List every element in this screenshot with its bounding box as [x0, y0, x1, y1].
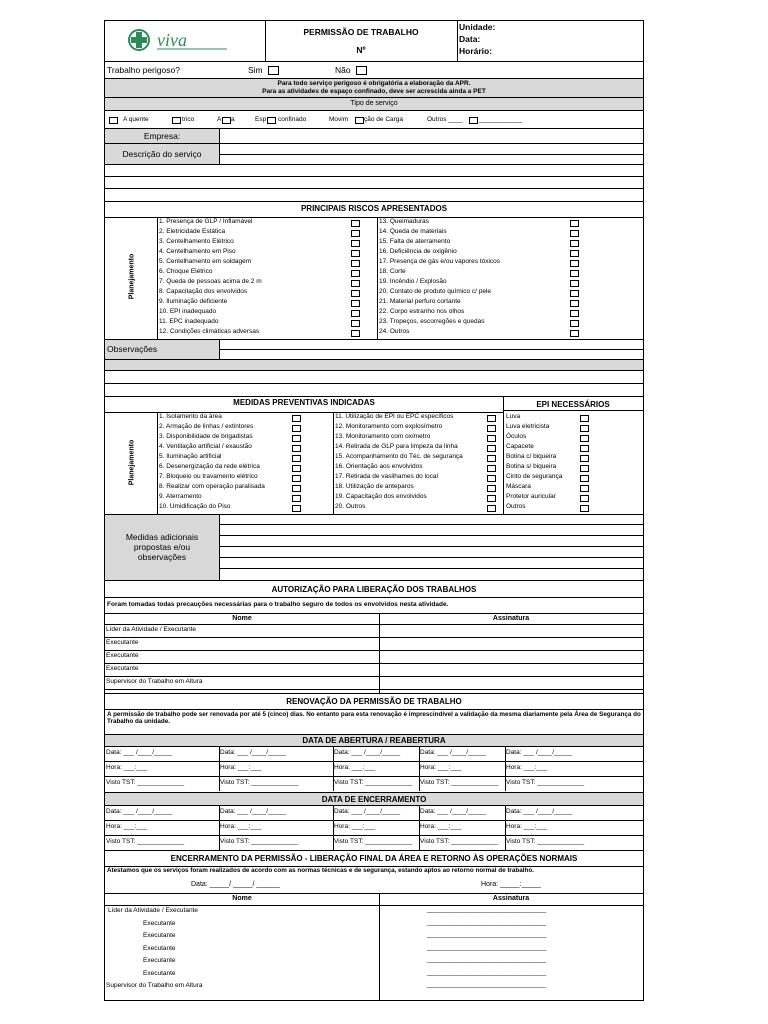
measure-item-label: 7. Bloqueio ou travamento elétrico [159, 473, 258, 480]
opening-date-field[interactable]: Data: ___ /____/_____ [220, 749, 287, 756]
observations-label: Observações [107, 344, 158, 354]
authorization-signature-field[interactable] [380, 664, 642, 675]
closing-visto-field[interactable]: Visto TST: _____________ [106, 838, 185, 845]
risk-item-label: 5. Centelhamento em soldagem [159, 258, 252, 265]
risk-item-checkbox[interactable] [570, 230, 579, 237]
final-row-label: Executante [143, 969, 176, 977]
epi-item-label: Cinto de segurança [506, 473, 563, 480]
final-signature-line[interactable]: _________________________________ [427, 906, 547, 913]
measure-item-checkbox[interactable] [292, 455, 301, 462]
opening-hour-field[interactable]: Hora: ___:___ [220, 764, 262, 771]
dangerous-yes-label: Sim [248, 65, 263, 75]
measure-item-label: 6. Desenergização da rede elétrica [159, 463, 260, 470]
risk-item-checkbox[interactable] [570, 320, 579, 327]
opening-hour-field[interactable]: Hora: ___:___ [334, 764, 376, 771]
risk-item-label: 7. Queda de pessoas acima de 2 m [159, 278, 262, 285]
measure-item-label: 16. Orientação aos envolvidos [335, 463, 423, 470]
risk-item-label: 9. Iluminação deficiente [159, 298, 228, 305]
risk-item-label: 12. Condições climáticas adversas [159, 328, 260, 335]
epi-item-checkbox[interactable] [580, 425, 589, 432]
service-height-checkbox[interactable] [222, 117, 231, 124]
measure-item-label: 14. Retirada de GLP para limpeza da linha [335, 443, 458, 450]
final-signature-line[interactable]: _________________________________ [427, 981, 547, 988]
form-number-label: Nº [356, 45, 366, 55]
time-label: Horário: [459, 46, 493, 56]
authorization-signature-field[interactable] [380, 677, 642, 688]
final-signature-line[interactable]: _________________________________ [427, 943, 547, 951]
measure-item-checkbox[interactable] [292, 415, 301, 422]
company-label: Empresa: [143, 131, 181, 141]
measure-item-checkbox[interactable] [292, 465, 301, 472]
epi-item-checkbox[interactable] [580, 475, 589, 482]
service-hot-checkbox[interactable] [109, 117, 118, 124]
final-signature-line[interactable]: _________________________________ [427, 956, 547, 963]
measures-title: MEDIDAS PREVENTIVAS INDICADAS [233, 398, 375, 407]
final-row-label: Executante [143, 957, 176, 964]
measure-item-label: 1. Isolamento da área [159, 413, 222, 420]
opening-date-field[interactable]: Data: ___ /____/_____ [420, 749, 487, 756]
renewal-text: A permissão de trabalho pode ser renovada por até 5 (cinco) dias. No entanto para esta renovação é imprescindível a validação da mesma diariamente pela Área de Segurança do Trabalho da unidade. [107, 711, 641, 725]
unit-label: Unidade: [459, 22, 496, 32]
closing-visto-field[interactable]: Visto TST: _____________ [220, 838, 299, 845]
measure-item-checkbox[interactable] [292, 505, 301, 512]
risk-item-checkbox[interactable] [351, 220, 360, 227]
risk-item-label: 21. Material perfuro cortante [379, 298, 461, 305]
opening-title: DATA DE ABERTURA / REABERTURA [302, 736, 446, 745]
closing-title: DATA DE ENCERRAMENTO [321, 795, 427, 804]
authorization-signature-field[interactable] [380, 638, 642, 649]
logo [125, 27, 235, 53]
service-other-checkbox[interactable] [469, 117, 478, 124]
epi-item-label: Luva eletricista [506, 423, 550, 430]
measure-item-label: 17. Retirada de vasilhames do local [335, 473, 438, 480]
measure-item-checkbox[interactable] [292, 475, 301, 482]
authorization-row-label: Líder da Atividade / Executante [106, 626, 196, 633]
closing-visto-field[interactable]: Visto TST: _____________ [420, 838, 499, 845]
epi-item-checkbox[interactable] [580, 445, 589, 452]
risk-item-checkbox[interactable] [570, 220, 579, 227]
opening-visto-field[interactable]: Visto TST: _____________ [420, 779, 499, 786]
measure-item-checkbox[interactable] [487, 445, 496, 452]
epi-item-checkbox[interactable] [580, 435, 589, 442]
measure-item-label: 3. Disponibilidade de brigadistas [159, 433, 253, 440]
service-type-title: Tipo de serviço [350, 100, 398, 107]
opening-visto-field[interactable]: Visto TST: _____________ [220, 779, 299, 786]
measure-item-checkbox[interactable] [292, 485, 301, 492]
final-signature-line[interactable]: _________________________________ [427, 968, 547, 976]
risk-item-checkbox[interactable] [351, 260, 360, 267]
date-label: Data: [459, 34, 481, 44]
dangerous-no-checkbox[interactable] [356, 66, 367, 75]
renewal-title: RENOVAÇÃO DA PERMISSÃO DE TRABALHO [286, 697, 462, 706]
risk-item-label: 13. Queimaduras [379, 218, 429, 225]
service-other-label: Outros ____ [427, 116, 463, 123]
measure-item-checkbox[interactable] [487, 485, 496, 492]
epi-item-label: Outros [506, 503, 526, 510]
service-electric-label: trico [182, 116, 195, 123]
measure-item-label: 9. Aterramento [159, 493, 202, 500]
service-confined-label-a: Esp [255, 116, 267, 123]
risk-item-checkbox[interactable] [351, 290, 360, 297]
final-name-header: Nome [232, 895, 252, 902]
opening-visto-field[interactable]: Visto TST: _____________ [334, 779, 413, 786]
measure-item-checkbox[interactable] [487, 415, 496, 422]
closing-hour-field[interactable]: Hora: ___:___ [220, 823, 262, 830]
opening-visto-field[interactable]: Visto TST: _____________ [106, 779, 185, 786]
viva-logo-icon [125, 27, 235, 53]
measure-item-label: 12. Monitoramento com explosímetro [335, 423, 443, 430]
risk-item-label: 15. Falta de aterramento [379, 238, 451, 245]
risk-item-checkbox[interactable] [351, 270, 360, 277]
risk-item-checkbox[interactable] [570, 240, 579, 247]
risk-item-label: 23. Tropeços, escorregões e quedas [379, 318, 485, 325]
authorization-title: AUTORIZAÇÃO PARA LIBERAÇÃO DOS TRABALHOS [271, 585, 477, 594]
risk-item-label: 8. Capacitação dos envolvidos [159, 288, 248, 295]
measure-item-checkbox[interactable] [292, 445, 301, 452]
risk-item-label: 20. Contato de produto químico c/ pele [379, 288, 492, 295]
final-signature-line[interactable]: _________________________________ [427, 931, 547, 938]
notice-line-2: Para as atividades de espaço confinado, deve ser acrescida ainda a PET [262, 88, 486, 95]
risk-item-checkbox[interactable] [351, 320, 360, 327]
epi-item-label: Óculos [506, 433, 527, 440]
opening-hour-field[interactable]: Hora: ___:___ [106, 764, 148, 771]
measure-item-label: 4. Ventilação artificial / exaustão [159, 443, 252, 450]
risk-item-checkbox[interactable] [351, 240, 360, 247]
epi-item-label: Botina c/ biqueira [506, 453, 557, 460]
authorization-row-label: Supervisor do Trabalho em Altura [106, 678, 203, 685]
risk-item-label: 16. Deficiência de oxigênio [379, 248, 457, 255]
closing-visto-field[interactable]: Visto TST: _____________ [506, 838, 585, 845]
authorization-signature-field[interactable] [380, 625, 642, 636]
work-permit-form [104, 20, 644, 1001]
opening-visto-field[interactable]: Visto TST: _____________ [506, 779, 585, 786]
risk-item-label: 22. Corpo estranho nos olhos [379, 308, 465, 315]
opening-date-field[interactable]: Data: ___ /____/_____ [506, 749, 573, 756]
closing-hour-field[interactable]: Hora: ___:___ [506, 823, 548, 830]
service-description-label: Descrição do serviço [122, 149, 202, 159]
epi-item-checkbox[interactable] [580, 505, 589, 512]
dangerous-yes-checkbox[interactable] [268, 66, 279, 75]
risk-item-checkbox[interactable] [351, 280, 360, 287]
opening-hour-field[interactable]: Hora: ___:___ [420, 764, 462, 771]
closing-hour-field[interactable]: Hora: ___:___ [106, 823, 148, 830]
service-confined-label-b: confinado [278, 116, 307, 123]
authorization-name-header: Nome [232, 615, 252, 622]
risk-item-checkbox[interactable] [570, 290, 579, 297]
risk-item-checkbox[interactable] [570, 280, 579, 287]
measure-item-label: 8. Realizar com operação paralisada [159, 483, 265, 490]
risk-item-checkbox[interactable] [351, 250, 360, 257]
service-height-label-a: A [217, 116, 222, 123]
service-load-checkbox[interactable] [355, 117, 364, 124]
risk-item-checkbox[interactable] [570, 310, 579, 317]
final-signature-line[interactable]: _________________________________ [427, 918, 547, 926]
opening-hour-field[interactable]: Hora: ___:___ [506, 764, 548, 771]
risk-item-checkbox[interactable] [570, 330, 579, 337]
final-date: Data: _____/ _____/ ______ [191, 881, 280, 888]
risk-item-label: 24. Outros [379, 328, 410, 335]
risk-item-checkbox[interactable] [570, 270, 579, 277]
authorization-statement: Foram tomadas todas precauções necessárias para o trabalho seguro de todos os envolvidos nesta atividade. [107, 601, 449, 608]
measure-item-label: 18. Utilização de anteparos [335, 483, 414, 490]
measures-side-label: Planejamento [128, 439, 136, 486]
epi-item-label: Máscara [506, 483, 531, 490]
measure-item-checkbox[interactable] [292, 425, 301, 432]
final-row-label: Executante [143, 932, 176, 939]
measure-item-checkbox[interactable] [487, 425, 496, 432]
closing-hour-field[interactable]: Hora: ___:___ [334, 823, 376, 830]
risk-item-label: 19. Incêndio / Explosão [379, 278, 447, 285]
service-height-label-b: a [231, 116, 235, 123]
risk-item-checkbox[interactable] [351, 310, 360, 317]
epi-item-checkbox[interactable] [580, 495, 589, 502]
risk-item-label: 17. Presença de gás e/ou vapores tóxicos [379, 258, 501, 265]
measure-item-checkbox[interactable] [292, 495, 301, 502]
final-row-label: Executante [143, 919, 176, 927]
measure-item-checkbox[interactable] [487, 455, 496, 462]
risk-item-label: 1. Presença de GLP / Inflamável [159, 218, 253, 225]
service-other-line: ____________ [479, 116, 523, 123]
risk-item-checkbox[interactable] [351, 330, 360, 337]
risks-side-label: Planejamento [128, 253, 136, 300]
closing-date-field[interactable]: Data: ___ /____/_____ [506, 808, 573, 815]
final-row-label: Supervisor do Trabalho em Altura [106, 982, 203, 989]
final-row-label: Executante [143, 944, 176, 952]
opening-date-field[interactable]: Data: ___ /____/_____ [106, 749, 173, 756]
measure-item-checkbox[interactable] [487, 475, 496, 482]
epi-item-label: Luva [506, 413, 521, 420]
risk-item-label: 18. Corte [379, 268, 406, 275]
authorization-row-label: Executante [106, 639, 139, 646]
risk-item-checkbox[interactable] [351, 230, 360, 237]
measure-item-checkbox[interactable] [292, 435, 301, 442]
authorization-row-label: Executante [106, 665, 139, 672]
final-statement: Atestamos que os serviços foram realizados de acordo com as normas técnicas e de segurança, estando aptos ao retorno normal de trabalho. [107, 867, 534, 874]
epi-title: EPI NECESSÁRIOS [536, 400, 610, 409]
authorization-signature-field[interactable] [380, 651, 642, 662]
risk-item-label: 4. Centelhamento em Piso [159, 248, 236, 255]
closing-date-field[interactable]: Data: ___ /____/_____ [420, 808, 487, 815]
closing-date-field[interactable]: Data: ___ /____/_____ [106, 808, 173, 815]
risk-item-checkbox[interactable] [570, 300, 579, 307]
service-electric-checkbox[interactable] [172, 117, 181, 124]
authorization-sign-header: Assinatura [492, 615, 530, 622]
measure-item-label: 15. Acompanhamento do Téc. de segurança [335, 453, 463, 460]
notice-line-1: Para todo serviço perigoso é obrigatória a elaboração da APR. [277, 80, 471, 87]
measure-item-checkbox[interactable] [487, 435, 496, 442]
risk-item-label: 10. EPI inadequado [159, 308, 217, 315]
additional-measures-label: Medidas adicionais propostas e/ou observações [125, 532, 199, 562]
risks-title: PRINCIPAIS RISCOS APRESENTADOS [300, 204, 448, 213]
risk-item-label: 11. EPC inadequado [159, 318, 219, 325]
epi-item-checkbox[interactable] [580, 485, 589, 492]
risk-item-label: 14. Queda de materiais [379, 228, 447, 235]
dangerous-no-label: Não [335, 65, 351, 75]
service-load-label-a: Movim [329, 116, 349, 123]
epi-item-checkbox[interactable] [580, 465, 589, 472]
risk-item-checkbox[interactable] [570, 260, 579, 267]
authorization-row-label: Executante [106, 652, 139, 659]
closing-date-field[interactable]: Data: ___ /____/_____ [220, 808, 287, 815]
final-sign-header: Assinatura [492, 895, 530, 902]
measure-item-label: 11. Utilização de EPI ou EPC específicos [335, 413, 454, 420]
measure-item-checkbox[interactable] [487, 505, 496, 512]
form-title: PERMISSÃO DE TRABALHO [303, 27, 419, 37]
measure-item-checkbox[interactable] [487, 495, 496, 502]
closing-visto-field[interactable]: Visto TST: _____________ [334, 838, 413, 845]
service-confined-checkbox[interactable] [267, 117, 276, 124]
closing-hour-field[interactable]: Hora: ___:___ [420, 823, 462, 830]
risk-item-label: 3. Centelhamento Elétrico [159, 238, 234, 245]
measure-item-label: 5. Iluminação artificial [159, 453, 222, 460]
opening-date-field[interactable]: Data: ___ /____/_____ [334, 749, 401, 756]
epi-item-checkbox[interactable] [580, 455, 589, 462]
closing-date-field[interactable]: Data: ___ /____/_____ [334, 808, 401, 815]
service-load-label-b: ção de Carga [364, 116, 404, 123]
epi-item-label: Protetor auricular [506, 493, 556, 500]
epi-item-label: Botina s/ biqueira [506, 463, 557, 470]
measure-item-checkbox[interactable] [487, 465, 496, 472]
risk-item-label: 6. Choque Elétrico [159, 268, 213, 275]
dangerous-work-question: Trabalho perigoso? [107, 65, 180, 75]
risk-item-checkbox[interactable] [570, 250, 579, 257]
svg-text:viva: viva [157, 30, 187, 50]
final-title: ENCERRAMENTO DA PERMISSÃO - LIBERAÇÃO FINAL DA ÁREA E RETORNO ÀS OPERAÇÕES NORMAIS [170, 854, 578, 863]
measure-item-label: 10. Umidificação do Piso [159, 503, 231, 510]
service-hot-label: A quente [123, 116, 149, 123]
measure-item-label: 13. Monitoramento com oxímetro [335, 433, 431, 440]
measure-item-label: 20. Outros [335, 503, 366, 510]
measure-item-label: 19. Capacitação dos envolvidos [335, 493, 427, 500]
epi-item-label: Capacete [506, 443, 534, 450]
final-row-label: Líder da Atividade / Executante [108, 907, 198, 914]
risk-item-label: 2. Eletricidade Estática [159, 228, 226, 235]
epi-item-checkbox[interactable] [580, 415, 589, 422]
measure-item-label: 2. Armação de linhas / extintores [159, 423, 254, 430]
final-hour: Hora: _____:_____ [481, 881, 541, 888]
risk-item-checkbox[interactable] [351, 300, 360, 307]
